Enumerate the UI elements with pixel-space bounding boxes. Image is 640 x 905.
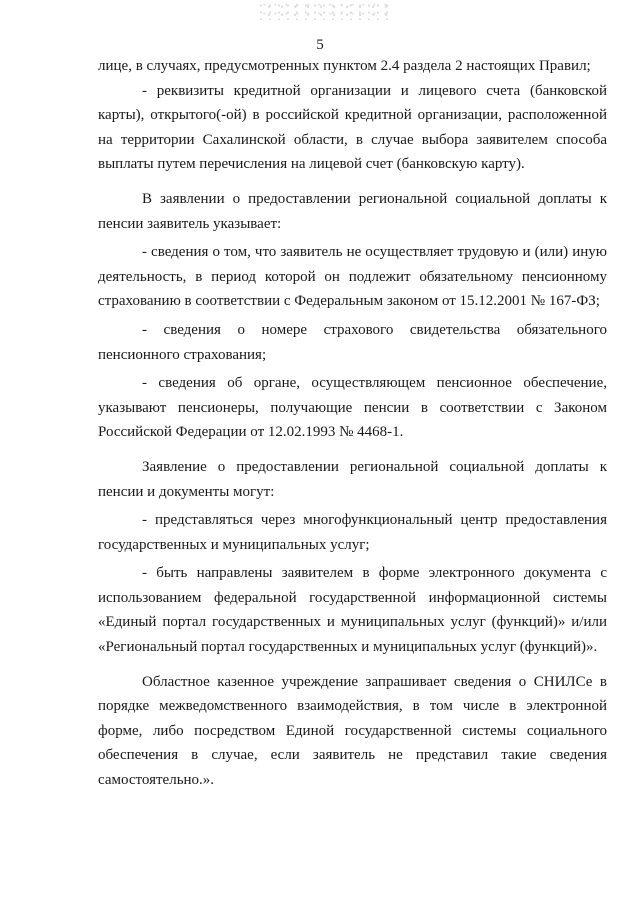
paragraph-submission-methods: Заявление о предоставлении региональной социальной доплаты к пенсии и документы могут:: [98, 458, 607, 500]
paragraph-application-contents: В заявлении о предоставлении региональной социальной доплаты к пенсии заявитель указывает:: [98, 190, 607, 232]
paragraph-insurance-certificate: - сведения о номере страхового свидетельства обязательного пенсионного страхования;: [98, 321, 607, 363]
document-body: [98, 54, 607, 793]
paragraph-pension-authority: - сведения об органе, осуществляющем пенсионное обеспечение, указывают пенсионеры, получающие пенсии в соответствии с Законом Российской Федерации от 12.02.1993 № 4468-1.: [98, 375, 607, 441]
paragraph-snils-request: Областное казенное учреждение запрашивает сведения о СНИЛСе в порядке межведомственного взаимодействия, в том числе в электронной форме, либо посредством Единой государственной системы социального обеспечения в случае, если заявитель не представил такие сведения самостоятельно.».: [98, 673, 607, 789]
page-number: 5: [316, 37, 324, 53]
paragraph-mfc: - представляться через многофункциональный центр предоставления государственных и муниципальных услуг;: [98, 512, 607, 553]
paragraph-electronic-document: - быть направлены заявителем в форме электронного документа с использованием федеральной государственной информационной системы «Единый портал государственных и муниципальных услуг (функций)» и/или «Региональный портал государственных и муниципальных услуг (функций)».: [98, 565, 607, 656]
paragraph-employment-info: - сведения о том, что заявитель не осуществляет трудовую и (или) иную деятельность, в период которой он подлежит обязательному пенсионному страхованию в соответствии с Федеральным законом от 15.12.2001 № 167-ФЗ;: [98, 244, 607, 310]
scan-artifact: [260, 2, 390, 20]
paragraph-continuation: лице, в случаях, предусмотренных пунктом 2.4 раздела 2 настоящих Правил;: [98, 58, 591, 74]
paragraph-bank-details: - реквизиты кредитной организации и лицевого счета (банковской карты), открытого(-ой) в российской кредитной организации, расположенной на территории Сахалинской области, в случае выбора заявителем способа выплаты путем перечисления на лицевой счет (банковскую карту).: [98, 82, 607, 173]
